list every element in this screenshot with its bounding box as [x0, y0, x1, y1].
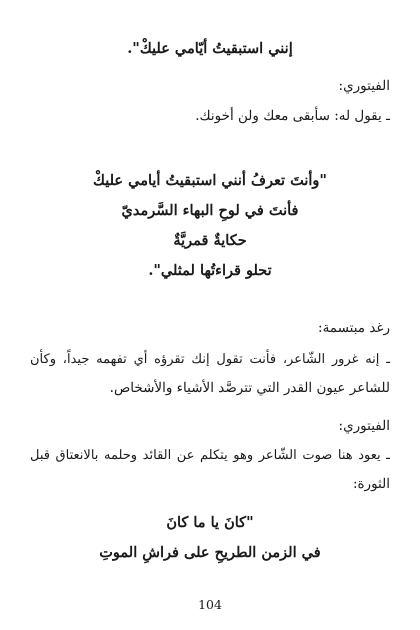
- speaker-label-alfaytouri: الفيتوري:: [338, 418, 390, 434]
- page-number: 104: [198, 597, 222, 612]
- verse-line: "وأنتَ تعرفُ أنني استبقيتُ أيامي عليكْ: [93, 172, 327, 189]
- prose-line: الثورة:: [352, 476, 390, 492]
- prose-line: ـ يقول له: سأبقى معك ولن أخونك.: [195, 108, 390, 124]
- verse-line: تحلو قراءتُها لمثلي".: [148, 262, 272, 279]
- speaker-label-alfaytouri: الفيتوري:: [338, 78, 390, 94]
- verse-line: في الزمن الطريحِ على فراشِ الموتِ: [99, 544, 321, 561]
- speaker-label-raghad: رغد مبتسمة:: [318, 320, 390, 336]
- prose-line: للشاعر عيون القدر التي تترصَّد الأشياء والأشخاص.: [109, 380, 390, 396]
- verse-line: حكايةٌ قمريَّةٌ: [173, 232, 247, 249]
- book-page: [30, 0, 390, 630]
- verse-line: فأنتَ في لوحِ البهاء السَّرمديّ: [121, 202, 299, 219]
- prose-line: ـ إنه غرور الشّاعر، فأنت تقول إنك تقرؤه أي تفهمه جيداً، وكأن: [30, 352, 390, 367]
- prose-line: ـ يعود هنا صوت الشّاعر وهو يتكلم عن القائد وحلمه بالانعتاق قبل: [30, 448, 390, 463]
- verse-line-closing: إنني استبقيتُ أيّامي عليكْ".: [127, 40, 293, 57]
- verse-line: "كانَ يا ما كانَ: [166, 514, 254, 531]
